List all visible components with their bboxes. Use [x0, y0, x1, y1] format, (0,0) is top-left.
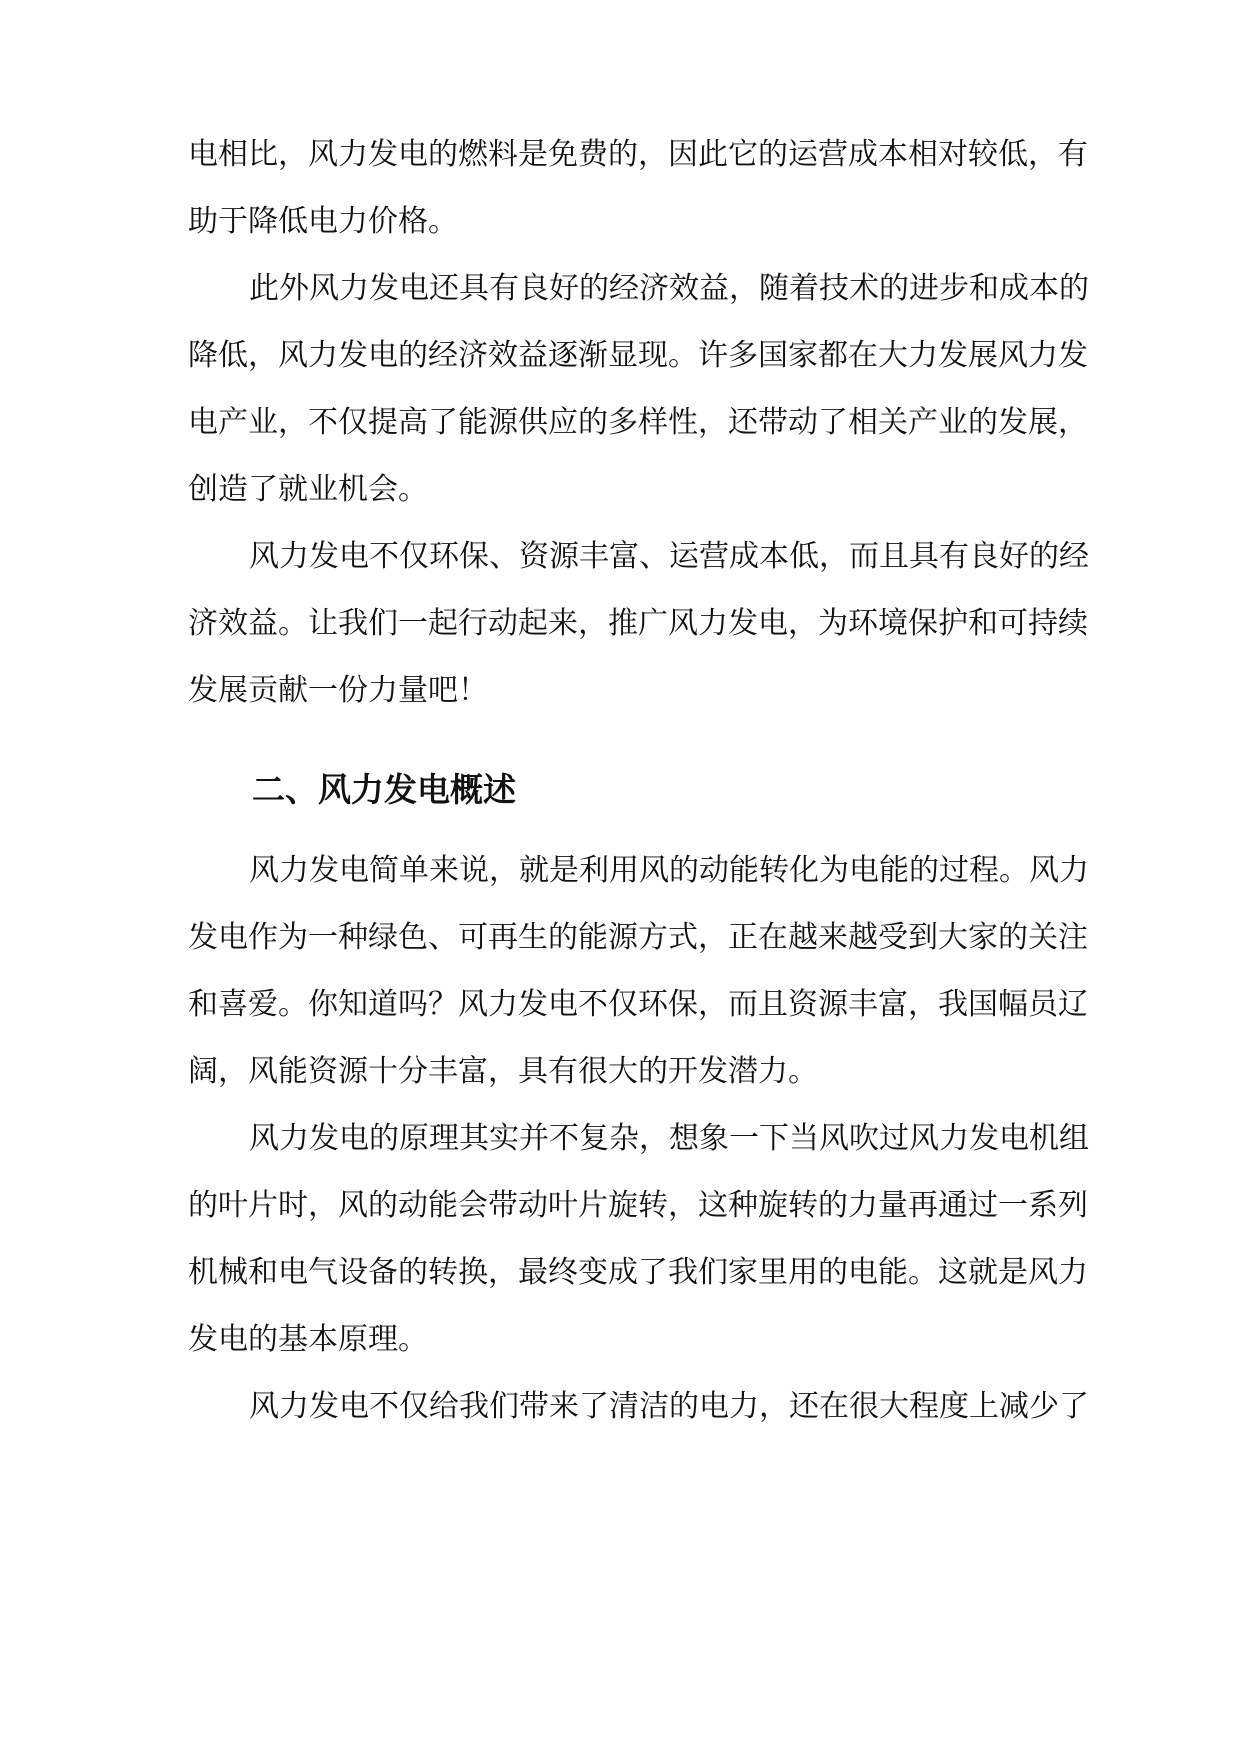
section-heading: 二、风力发电概述: [252, 770, 516, 809]
text-line: 发电作为一种绿色、可再生的能源方式，正在越来越受到大家的关注: [188, 920, 1088, 955]
text-line: 风力发电简单来说，就是利用风的动能转化为电能的过程。风力: [249, 853, 1089, 888]
text-line: 此外风力发电还具有良好的经济效益，随着技术的进步和成本的: [249, 271, 1089, 306]
text-line: 创造了就业机会。: [188, 472, 428, 507]
text-line: 降低，风力发电的经济效益逐渐显现。许多国家都在大力发展风力发: [188, 338, 1088, 373]
text-line: 阔，风能资源十分丰富，具有很大的开发潜力。: [188, 1054, 818, 1089]
text-line: 的叶片时，风的动能会带动叶片旋转，这种旋转的力量再通过一系列: [188, 1188, 1088, 1223]
text-line: 电相比，风力发电的燃料是免费的，因此它的运营成本相对较低，有: [188, 137, 1088, 172]
text-line: 发展贡献一份力量吧！: [188, 673, 488, 708]
text-line: 助于降低电力价格。: [188, 204, 458, 239]
text-line: 风力发电不仅环保、资源丰富、运营成本低，而且具有良好的经: [249, 539, 1089, 574]
text-line: 风力发电的原理其实并不复杂，想象一下当风吹过风力发电机组: [249, 1121, 1089, 1156]
text-line: 济效益。让我们一起行动起来，推广风力发电，为环境保护和可持续: [188, 606, 1088, 641]
text-line: 机械和电气设备的转换，最终变成了我们家里用的电能。这就是风力: [188, 1255, 1088, 1290]
text-line: 电产业，不仅提高了能源供应的多样性，还带动了相关产业的发展，: [188, 405, 1088, 440]
text-line: 风力发电不仅给我们带来了清洁的电力，还在很大程度上减少了: [249, 1389, 1089, 1424]
text-line: 和喜爱。你知道吗？风力发电不仅环保，而且资源丰富，我国幅员辽: [188, 987, 1088, 1022]
text-line: 发电的基本原理。: [188, 1322, 428, 1357]
